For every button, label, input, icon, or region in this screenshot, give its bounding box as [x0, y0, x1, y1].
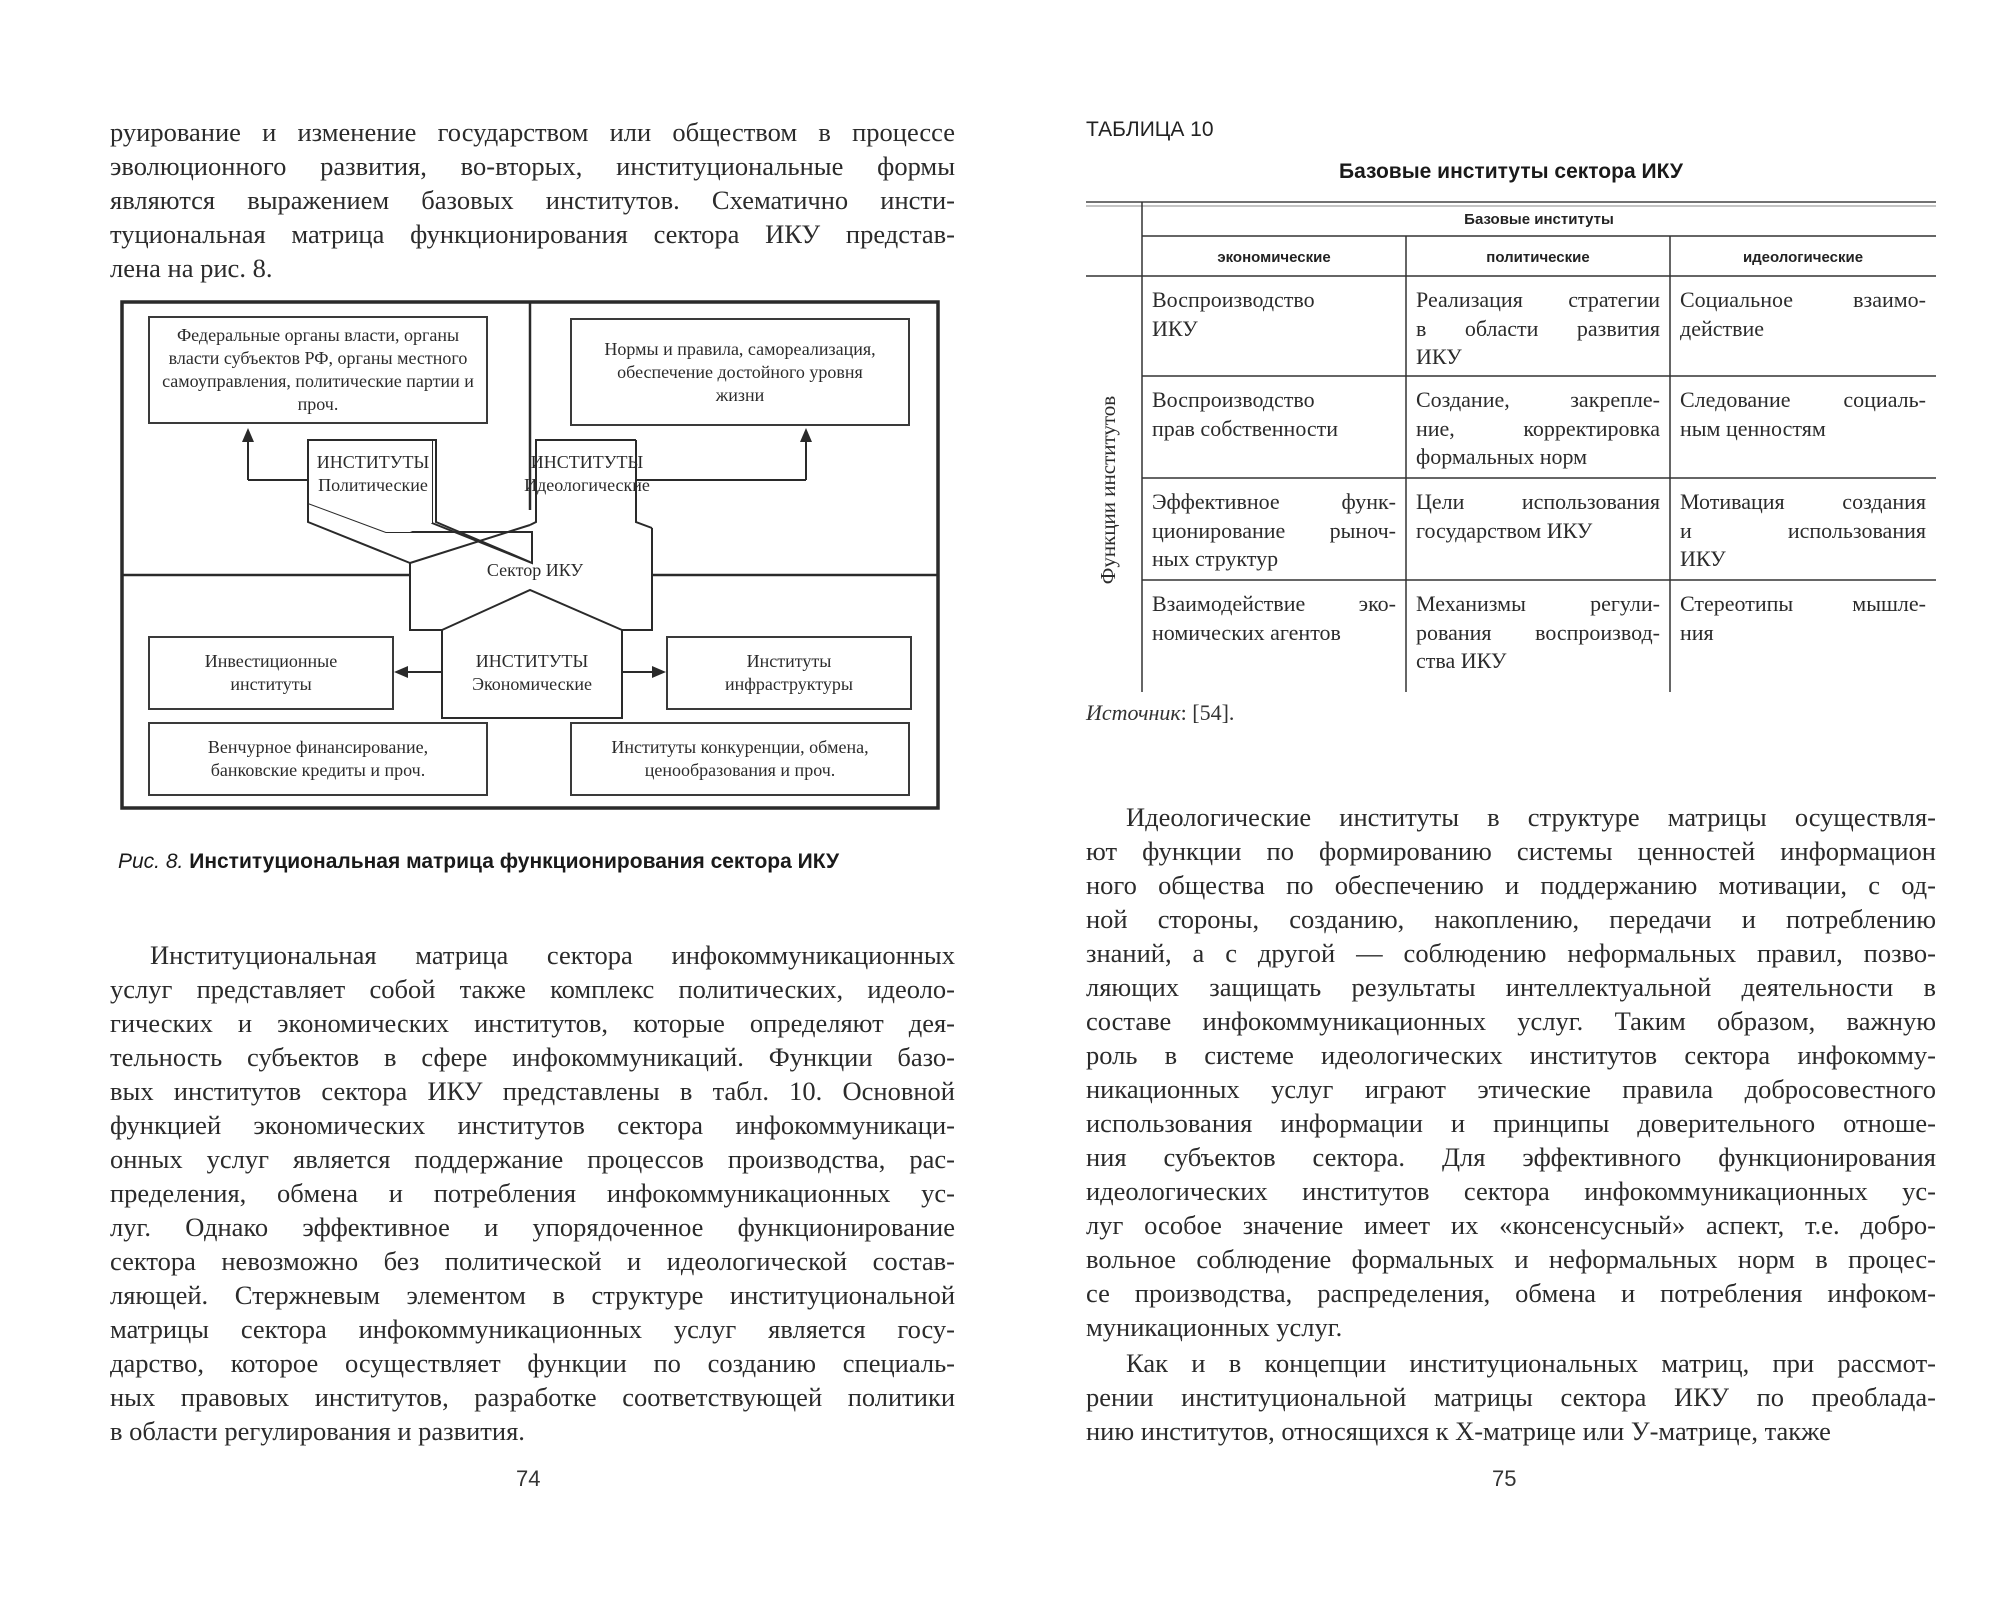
sector-iku-label: Сектор ИКУ [486, 559, 584, 580]
text-line: составе инфокоммуникационных услуг. Таким образом, важную [1086, 1006, 1936, 1036]
table-cell-line: ным ценностям [1680, 415, 1826, 441]
text-line: в области регулирования и развития. [110, 1416, 525, 1446]
text-line: ной стороны, созданию, накоплению, передачи и потреблению [1086, 904, 1936, 934]
table-cell [1416, 286, 1660, 372]
table-cell-line: Стереотипы мышле- [1680, 591, 1926, 616]
table-cell-line: ных структур [1152, 546, 1279, 571]
text-line: луг особое значение имеет их «консенсусный» аспект, т.е. добро- [1086, 1210, 1936, 1240]
table-cell-line: Создание, закрепле- [1416, 387, 1660, 412]
text-line: эволюционного развития, во-вторых, институциональные формы [110, 151, 955, 181]
table-cell-line: Взаимодействие эко- [1152, 591, 1396, 616]
text-line: ют функции по формированию системы ценностей информацион [1086, 836, 1936, 866]
page-number-left: 74 [516, 1466, 541, 1491]
table-cell-line: Цели использования [1416, 489, 1660, 514]
text-line: дарство, которое осуществляет функции по созданию специаль- [110, 1348, 955, 1378]
ideological-institutions-label: ИНСТИТУТЫ Идеологические [524, 452, 650, 495]
text-line: рении институциональной матрицы сектора ИКУ по преоблада- [1086, 1382, 1936, 1412]
table-cell-line: Воспроизводство [1152, 387, 1315, 412]
table-cell [1416, 488, 1660, 545]
text-line: тельность субъектов в сфере инфокоммуникаций. Функции базо- [110, 1042, 955, 1072]
text-line: услуг представляет собой также комплекс политических, идеоло- [110, 974, 955, 1004]
table-cell-line: Воспроизводство [1152, 287, 1315, 312]
table-cell [1152, 386, 1396, 443]
left-intro-paragraph [110, 115, 955, 285]
text-line: ляющих защищать результаты интеллектуальной деятельности в [1086, 972, 1936, 1002]
text-line: знаний, а с другой — соблюдению неформальных правил, позво- [1086, 938, 1936, 968]
table-cell-line: ИКУ [1152, 315, 1198, 341]
source-label: Источник [1086, 700, 1181, 725]
table-cell-line: действие [1680, 315, 1765, 341]
table-cell-line: ИКУ [1680, 546, 1726, 571]
text-line: луг. Однако эффективное и упорядоченное функционирование [110, 1212, 955, 1242]
text-line: сектора невозможно без политической и идеологической состав- [110, 1246, 955, 1276]
text-line: никационных услуг играют этические правила добросовестного [1086, 1074, 1936, 1104]
table-cell-line: государством ИКУ [1416, 517, 1593, 543]
economic-institutions-label: ИНСТИТУТЫ Экономические [472, 651, 592, 694]
page-number-right: 75 [1492, 1466, 1517, 1491]
table-cell-line: Социальное взаимо- [1680, 287, 1926, 312]
table-cell-line: Следование социаль- [1680, 387, 1926, 412]
text-line: ного общества по обеспечению и поддержанию мотивации, с од- [1086, 870, 1936, 900]
col-header-ideological: идеологические [1742, 249, 1864, 266]
text-line: муникационных услуг. [1086, 1312, 1343, 1342]
table-cell [1680, 386, 1926, 443]
text-line: идеологических институтов сектора инфокоммуникационных ус- [1086, 1176, 1936, 1206]
text-line: лена на рис. 8. [110, 253, 273, 283]
table-cell [1680, 286, 1926, 343]
text-line: се производства, распределения, обмена и потребления инфоком- [1086, 1278, 1936, 1308]
row-axis-label: Функции институтов [1096, 395, 1120, 585]
text-line: использования информации и принципы доверительного отноше- [1086, 1108, 1936, 1138]
text-line: онных услуг является поддержание процессов производства, рас- [110, 1144, 955, 1174]
table-cell-line: номических агентов [1152, 619, 1341, 645]
text-line: вых институтов сектора ИКУ представлены в табл. 10. Основной [110, 1076, 955, 1106]
table-cell-line: ства ИКУ [1416, 648, 1507, 673]
competition-institutions-box: Институты конкуренции, обмена, ценообразования и проч. [570, 722, 910, 796]
table-label: ТАБЛИЦА 10 [1086, 118, 1214, 141]
figure-caption-title: Институциональная матрица функционирования сектора ИКУ [189, 850, 840, 873]
table-cell-line: рования воспроизвод- [1416, 619, 1660, 645]
text-line: являются выражением базовых институтов. Схематично инсти- [110, 185, 955, 215]
col-header-political: политические [1486, 249, 1590, 266]
text-line: руирование и изменение государством или обществом в процессе [110, 117, 955, 147]
table-title: Базовые институты сектора ИКУ [1339, 160, 1683, 183]
table-cell-line: Реализация стратегии [1416, 287, 1660, 312]
federal-bodies-box: Федеральные органы власти, органы власти субъектов РФ, органы местного самоуправления, политические партии и проч. [148, 316, 488, 424]
text-line: роль в системе идеологических институтов сектора инфокомму- [1086, 1040, 1936, 1070]
text-line: пределения, обмена и потребления инфокоммуникационных ус- [110, 1178, 955, 1208]
text-line: ния субъектов сектора. Для эффективного функционирования [1086, 1142, 1936, 1172]
table-cell-line: Эффективное функ- [1152, 489, 1396, 514]
table-cell [1416, 590, 1660, 676]
text-line: Институциональная матрица сектора инфокоммуникационных [150, 940, 955, 970]
investment-institutions-box: Инвестиционные институты [148, 636, 394, 710]
table-cell-line: ния [1680, 619, 1714, 645]
institutions-table [1086, 200, 1936, 692]
table-cell [1152, 286, 1396, 343]
right-body-paragraph [1086, 800, 1936, 1344]
text-line: функцией экономических институтов сектора инфокоммуникаци- [110, 1110, 955, 1140]
text-line: ляющей. Стержневым элементом в структуре институциональной [110, 1280, 955, 1310]
venture-financing-box: Венчурное финансирование, банковские кредиты и проч. [148, 722, 488, 796]
table-cell [1152, 488, 1396, 574]
table-source [1086, 700, 1234, 726]
table-cell [1680, 590, 1926, 647]
text-line: нию институтов, относящихся к Х-матрице или У-матрице, также [1086, 1416, 1831, 1446]
table-cell-line: ИКУ [1416, 344, 1462, 369]
table-cell [1680, 488, 1926, 574]
col-header-economic: экономические [1217, 249, 1331, 266]
source-ref: : [54]. [1180, 700, 1235, 725]
table-cell-line: ционирование рыноч- [1152, 517, 1396, 543]
text-line: гических и экономических институтов, которые определяют дея- [110, 1008, 955, 1038]
figure-caption [118, 850, 839, 874]
table-cell-line: в области развития [1416, 315, 1660, 341]
text-line: ных правовых институтов, разработке соответствующей политики [110, 1382, 955, 1412]
political-institutions-label: ИНСТИТУТЫ Политические [316, 452, 430, 495]
figure-institutional-matrix [120, 300, 940, 810]
infrastructure-institutions-box: Институты инфраструктуры [666, 636, 912, 710]
figure-caption-prefix: Рис. 8. [118, 850, 184, 873]
table-cell-line: Мотивация создания [1680, 489, 1926, 514]
table-cell-line: прав собственности [1152, 415, 1339, 441]
text-line: туциональная матрица функционирования сектора ИКУ представ- [110, 219, 955, 249]
text-line: матрицы сектора инфокоммуникационных услуг является госу- [110, 1314, 955, 1344]
left-body-paragraph [110, 938, 955, 1448]
table-cell [1152, 590, 1396, 647]
table-cell-line: ние, корректировка [1416, 415, 1660, 441]
right-body-paragraph-2 [1086, 1346, 1936, 1448]
text-line: Как и в концепции институциональных матриц, при рассмот- [1126, 1348, 1936, 1378]
table-cell [1416, 386, 1660, 472]
table-cell-line: Механизмы регули- [1416, 591, 1660, 616]
header-group-label: Базовые институты [1464, 211, 1614, 228]
text-line: вольное соблюдение формальных и неформальных норм в процес- [1086, 1244, 1936, 1274]
norms-rules-box: Нормы и правила, самореализация, обеспечение достойного уровня жизни [570, 318, 910, 426]
text-line: Идеологические институты в структуре матрицы осуществля- [1126, 802, 1936, 832]
table-cell-line: формальных норм [1416, 444, 1588, 469]
table-cell-line: и использования [1680, 517, 1926, 543]
